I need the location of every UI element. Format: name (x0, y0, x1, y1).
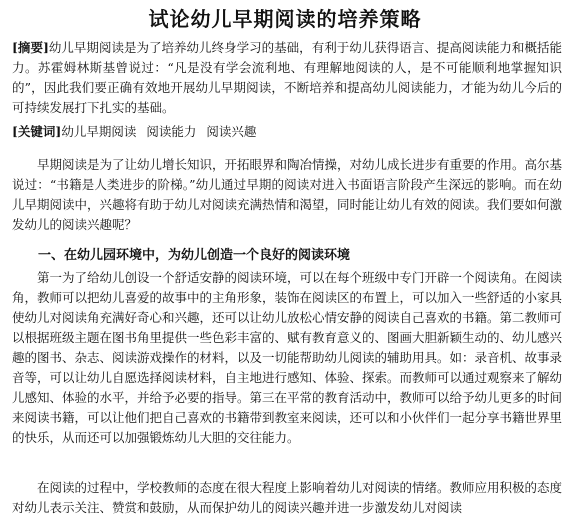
section-paragraph: 第一为了给幼儿创设一个舒适安静的阅读环境，可以在每个班级中专门开辟一个阅读角。在阅读角，教师可以把幼儿喜爱的故事中的主角形象，装饰在阅读区的布置上，可以加入一些舒适的小家具使幼儿对阅读角充满好奇心和兴趣，还可以让幼儿放松心情安静的阅读自己喜欢的书籍。第二教师可以根据班级主题在图书角里提供一些色彩丰富的、赋有教育意义的、图画大胆新颖生动的、幼儿感兴趣的图书、杂志、阅读游戏操作的材料，以及一切能帮助幼儿阅读的辅助用具。如：录音机、故事录音等，可以让幼儿自愿选择阅读材料，自主地进行感知、体验、探索。而教师可以通过观察来了解幼儿感知、体验的水平，并给予必要的指导。第三在平常的教育活动中，教师可以给予幼儿更多的时间来阅读书籍，可以让他们把自己喜欢的书籍带到教室来阅读，还可以和小伙伴们一起分享书籍世界里的快乐，从而还可以加强锻炼幼儿大胆的交往能力。 (12, 270, 563, 445)
section-paragraph: 在阅读的过程中，学校教师的态度在很大程度上影响着幼儿对阅读的情绪。教师应用积极的态度对幼儿表示关注、赞赏和鼓励，从而保护幼儿的阅读兴趣并进一步激发幼儿对阅读 (12, 480, 563, 515)
section-heading: 一、在幼儿园环境中，为幼儿创造一个良好的阅读环境 (38, 248, 351, 263)
abstract-label: [摘要] (12, 40, 49, 55)
keyword-item: 阅读能力 (146, 124, 197, 139)
keyword-item: 幼儿早期阅读 (61, 124, 137, 139)
document-title: 试论幼儿早期阅读的培养策略 (148, 7, 422, 31)
abstract-paragraph (12, 38, 562, 118)
abstract-text: 幼儿早期阅读是为了培养幼儿终身学习的基础，有利于幼儿获得语言、提高阅读能力和概括能力。苏霍姆林斯基曾说过：“凡是没有学会流利地、有理解地阅读的人，是不可能顺利地掌握知识的”，因此我们要正确有效地开展幼儿早期阅读，不断培养和提高幼儿阅读能力，才能为幼儿今后的可持续发展打下扎实的基础。 (12, 40, 562, 115)
keyword-item: 阅读兴趣 (206, 124, 257, 139)
keywords-label: [关键词] (12, 124, 62, 139)
intro-paragraph: 早期阅读是为了让幼儿增长知识，开拓眼界和陶冶情操，对幼儿成长进步有重要的作用。高尔基说过：“书籍是人类进步的阶梯。”幼儿通过早期的阅读对进入书面语言阶段产生深远的影响。而在幼儿早期阅读中，兴趣将有助于幼儿对阅读充满热情和渴望，同时能让幼儿有效的阅读。我们要如何激发幼儿的阅读兴趣呢？ (12, 157, 563, 232)
keywords-line (12, 122, 562, 142)
